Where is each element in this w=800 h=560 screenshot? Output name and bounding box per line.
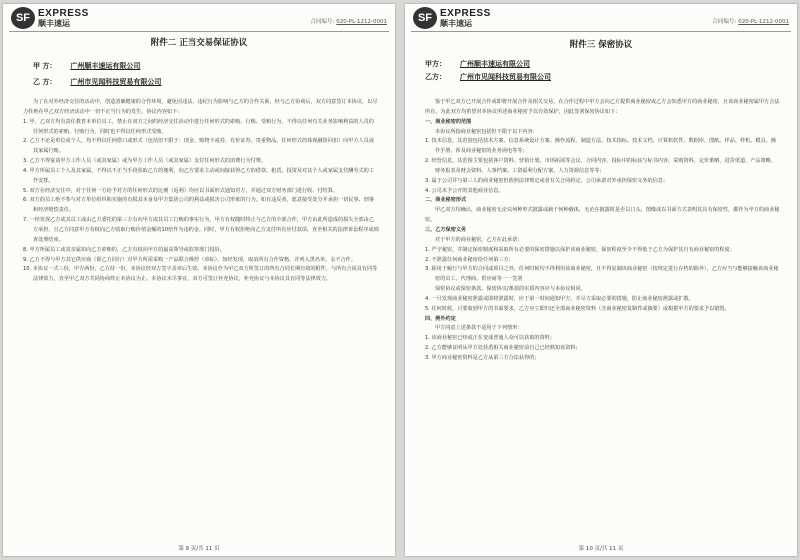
clause-paragraph: 鉴于甲乙双方已开展合作或即将开展合作及相关交易，在合作过程中甲方会向乙方提供商业秘密或乙方会知悉甲方的商业秘密，且该商业秘密属甲方合法所有，为此双方均希望对本协议所述商业秘密予以有效保护，因此签署保密协议如下： [425, 99, 780, 115]
agreement-body [23, 98, 379, 285]
clause-paragraph: 甲乙双方均确认，商业秘密无论以何种形式披露或载于何种载体，无论在披露时是否以口头、图像或以书面方式表明其具有保密性，都作为甲方的商业秘密。 [425, 207, 780, 224]
contract-number-label: 合同编号: [310, 19, 335, 25]
section-heading: 四、例外约定 [425, 315, 456, 322]
brand-name-cn: 顺丰速运 [38, 19, 70, 28]
contract-number-label: 合同编号: [712, 19, 737, 25]
sf-logo: SF [11, 7, 35, 29]
clause-paragraph: 4. 公司未予公开的其他商业信息。 [425, 187, 504, 194]
clause-paragraph: 2. 乙方能够证明从甲方处获悉相关商业秘密前自己已经熟知该资料； [425, 345, 581, 352]
brand-name-cn: 顺丰速运 [440, 19, 472, 28]
contract-number [310, 17, 387, 25]
clause-paragraph: 3. 甲方商业秘密资料是乙方从第三方合法获得的； [425, 354, 540, 361]
contract-number-value: 020-PL-1212-0001 [738, 19, 789, 25]
agreement-body [425, 98, 781, 364]
clause-paragraph: 3. 乙方不得宴请甲方工作人员（或其家属）或为甲方工作人员（或其家属）支付任何形式的消费行为付费。 [23, 158, 267, 165]
section-heading: 二、商业秘密形式 [425, 197, 467, 204]
section-heading: 一、商业秘密的范围 [425, 118, 472, 125]
clause-paragraph: 8. 甲方所属员工或其亲属如向乙方索贿的，乙方有权向甲方的最高领导或监察部门投诉。 [23, 246, 225, 253]
page-right [405, 4, 797, 556]
clause-paragraph: 2. 经营信息，其范围主要包括客户资料、营销计划、市场拓展等会议、合同内容、投标中的标底与标书内容、采购资料、定价策略、进货渠道、产品策略、财务报表及财会资料、人事档案、工资福利分配方案、人力资源信息等等； [425, 158, 776, 174]
clause-paragraph: 2. 不泄露任何商业秘密给任何第三方； [425, 256, 514, 263]
party-a-value: 广州顺丰速运有限公司 [70, 62, 141, 70]
party-a [425, 59, 570, 69]
clause-paragraph: 7. 一经发现乙方或其员工或由乙方委托的第三方有向甲方或其员工行贿的事实行为，甲方有权随时终止与乙方的全部合作，甲方由此所造成的损失全部由乙方承担，且乙方同意甲方有权向乙方收取行贿价值金额的10倍作为违约金。同时，甲方有权拒绝向乙方支付所有应付款项，直至相关的法律诉讼程序或调查处理结束。 [23, 217, 379, 243]
clause-paragraph: 1. 严守秘密，并制定保密制度和采取所有必要的保密措施以保护该商业秘密，保密程度至少不得低于乙方为保护其自有商业秘密的程度； [425, 246, 735, 253]
clause-paragraph: 4. 甲方所属员工个人及其家属，不得以不正当手段获取乙方的便利，向乙方要求主动或间接获得乙方的借款、租赁、投资及对其个人或家属支付酬劳式的工作安排。 [23, 167, 374, 184]
page-header [411, 7, 791, 32]
party-a-value: 广州顺丰速运有限公司 [460, 60, 530, 68]
clause-paragraph: 5. 双方在经济交往中，对于任何一方给予对方的任何形式的比例（返利）均应以书面形式通知对方，并通过双方财务部门进行收、付结算。 [23, 187, 338, 194]
page-footer: 第 9 页/共 11 页 [178, 546, 220, 552]
clause-paragraph: 9. 乙方不得与甲方其它供应商（即乙方同行）对甲方所需采购一产品联合操控（串标），如经发现，取消所有合作资格，并列入黑名单，永不合作。 [23, 256, 356, 263]
clause-paragraph: 4. 一旦发现商业秘密泄露或即将泄露时，应于第一时间通知甲方，并尽力采取必要的措施，防止商业秘密泄露或扩散。 [425, 295, 694, 302]
contract-number-value: 020-PL-1212-0001 [336, 19, 387, 25]
page-footer: 第 10 页/共 11 页 [578, 546, 624, 552]
party-a-label: 甲方： [425, 60, 446, 68]
party-b [425, 72, 591, 82]
section-heading: 三、乙方保密义务 [425, 226, 467, 233]
party-a [33, 61, 180, 71]
clause-paragraph: 甲方同意上述条款不适用于下列情形： [435, 325, 523, 332]
clause-paragraph: 1. 技术信息，其范围包括技术方案、信息系统设计方案、操作流程、制造方法、技术指标、技术文档、计算机软件、数据库、图纸、样品、样机、模具、操作手册、涉及商业秘密的业务函电等等； [425, 138, 776, 155]
party-b-value: 广州市见闻科技贸易有限公司 [70, 78, 162, 86]
clause-paragraph: 对于甲方的商业秘密，乙方在此承诺： [435, 236, 523, 243]
clause-paragraph: 1. 该商业秘密已经或正在变成普通人众可以获取的资料； [425, 335, 555, 342]
page-title: 附件二 正当交易保证协议 [150, 38, 248, 48]
clause-paragraph: 10. 本协议一式三份，甲方两份，乙方持一份，本协议经双方签字盖章后生效。本协议作为甲乙双方所签订的所有合同长期有效的附件，与所有合同具有同等法律效力，直至甲乙双方共同协商终止本协议为止。本协议未尽事宜，双方可签订补充协议，补充协议与本协议具有同等法律效力。 [23, 266, 378, 283]
clause-paragraph: 3. 除用于履行与甲方的合同或项目之外，任何时候均不得利用该商业秘密，且不得复制该商业秘密（按规定进行存档的除外），乙方应当与能够接触该商业秘密的员工、代理商、供应商等一一签署 [425, 266, 779, 283]
clause-paragraph: 6. 双方的员工绝不参与对方单位组织和实施的有损其本身及甲方集团公司的利益或损害公司形象的行为。如有违反者，愿意接受处分并承担一切民事、刑事和经济赔偿责任。 [23, 197, 374, 214]
brand-name: EXPRESS [38, 8, 89, 19]
clause-paragraph: 3. 属于公司并与第三人的商业秘密但依照法律规定或者有关合同约定，公司承诺对外承担保密义务的信息； [425, 177, 669, 184]
party-b-label: 乙 方： [33, 78, 57, 86]
party-b-label: 乙方： [425, 73, 446, 81]
clause-paragraph: 保密协议或保密条款，保密协议/条款的实质内容应与本协议相同。 [435, 286, 586, 293]
sf-logo: SF [413, 7, 437, 29]
page-header [9, 7, 389, 32]
clause-paragraph: 本协议所指商业秘密包括但不限于以下内容： [435, 128, 538, 135]
contract-number [712, 17, 789, 25]
party-a-label: 甲 方： [33, 62, 57, 70]
party-b-value: 广州市见闻科技贸易有限公司 [460, 73, 551, 81]
clause-paragraph: 1. 甲、乙双方均有责任教育本单位员工，禁止在双方之间的经济交往活动中进行任何形式的索贿、行贿、受贿行为，不得以任何有关业务影响利益的人员的任何形式的索贿、行贿行为，同时也不得以任何形式受贿。 [23, 118, 374, 135]
party-b [33, 77, 201, 87]
brand-name: EXPRESS [440, 8, 491, 19]
clause-paragraph: 5. 任何时候，只要收到甲方的书面要求，乙方应立即归还全部商业秘密资料（含商业秘密复制件或摘要）或根据甲方的要求予以销毁。 [425, 305, 730, 312]
clause-paragraph: 2. 乙方不论是单位或个人，均不得以任何借口或形式（包括但不限于：现金、购物卡或券、有价证券、贵重物品、任何形式的体现融资回扣）向甲方人员或其家属行贿。 [23, 138, 374, 155]
page-title: 附件三 保密协议 [569, 40, 633, 50]
page-left [3, 4, 395, 556]
clause-paragraph: 为了在对外经济交往的活动中，创造清廉健康的合作环境，避免因违法、违纪行为影响与乙方的合作关系，经与乙方协商后，双方同意签订本协议，以尽力杜绝在甲乙双方经济活动中一切不正当行为的发生，协议内容如下： [23, 99, 378, 115]
